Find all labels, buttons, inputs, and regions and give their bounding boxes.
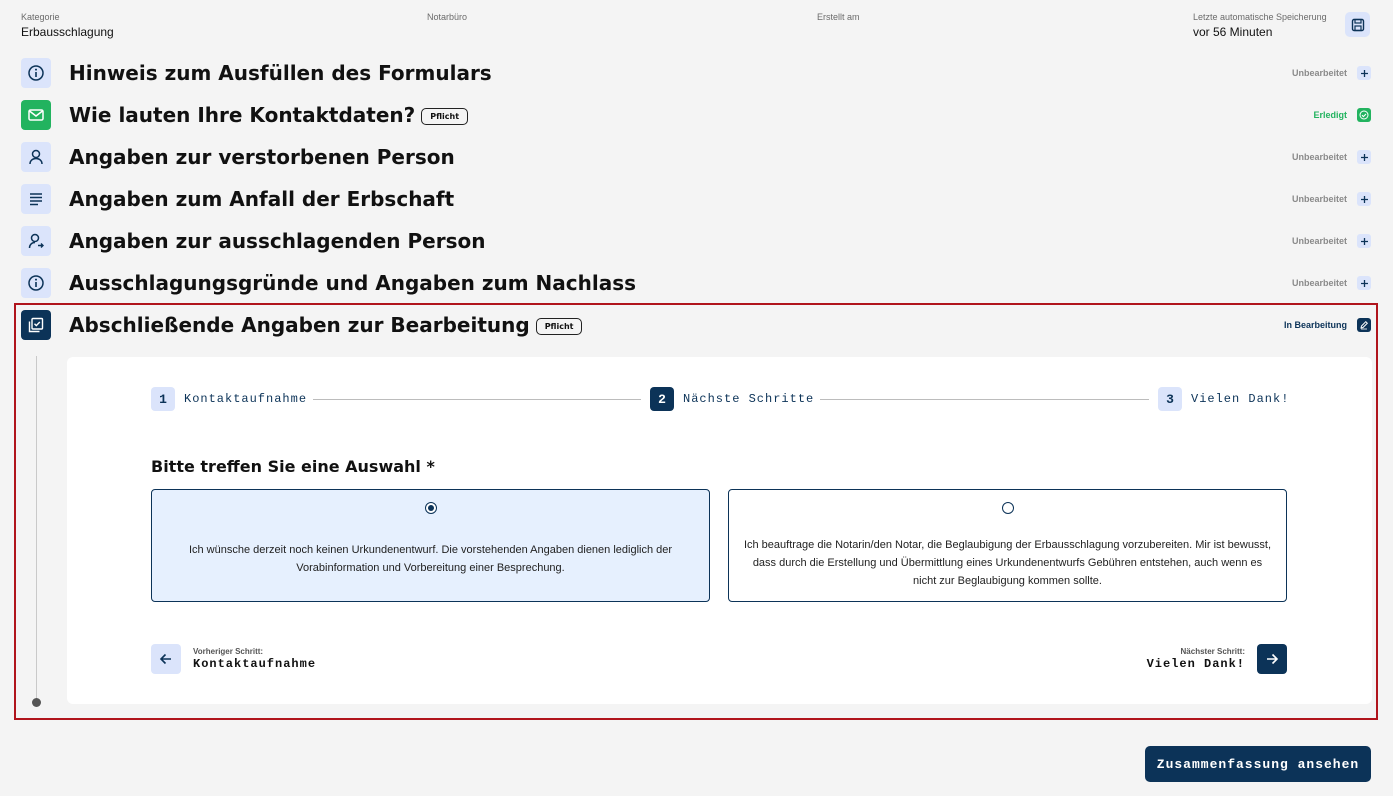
speicherung-label: Letzte automatische Speicherung	[1193, 12, 1327, 22]
option-beglaubigung-beauftragen[interactable]	[728, 489, 1287, 602]
step-label: Kontaktaufnahme	[184, 392, 308, 406]
section-title: Angaben zur ausschlagenden Person	[69, 229, 486, 253]
section-title	[69, 103, 468, 127]
section-hinweis[interactable]	[21, 58, 1371, 88]
previous-step-label: Kontaktaufnahme	[193, 657, 317, 671]
step-kontaktaufnahme[interactable]	[151, 387, 307, 411]
section-title-text: Abschließende Angaben zur Bearbeitung	[69, 313, 530, 337]
option-text: Ich beauftrage die Notarin/den Notar, die Beglaubigung der Erbausschlagung vorzubereiten. Mir ist bewusst, dass durch die Erstellung und Übermittlung eines Urkundenentwurfs Gebühren entstehen, auch wenn es nicht zur Beglaubigung kommen sollte.	[743, 539, 1272, 587]
save-icon	[1351, 18, 1365, 32]
section-abschliessende-angaben[interactable]	[21, 310, 1371, 340]
step-label: Vielen Dank!	[1191, 392, 1290, 406]
question-heading: Bitte treffen Sie eine Auswahl *	[151, 457, 435, 476]
mail-icon	[21, 100, 51, 130]
section-title: Ausschlagungsgründe und Angaben zum Nachlass	[69, 271, 637, 295]
info-icon	[21, 58, 51, 88]
section-verstorbene-person[interactable]	[21, 142, 1371, 172]
edit-icon[interactable]	[1357, 318, 1371, 332]
next-step-button[interactable]	[1257, 644, 1287, 674]
step-naechste-schritte[interactable]	[650, 387, 814, 411]
step-number: 1	[151, 387, 175, 411]
notarbuero-label: Notarbüro	[427, 12, 468, 22]
step-vielen-dank[interactable]	[1158, 387, 1289, 411]
kategorie-label: Kategorie	[21, 12, 60, 22]
section-status: Unbearbeitet	[1291, 278, 1347, 288]
section-title-text: Wie lauten Ihre Kontaktdaten?	[69, 103, 416, 127]
plus-icon[interactable]	[1357, 276, 1371, 290]
person-icon	[21, 142, 51, 172]
section-status: Unbearbeitet	[1291, 152, 1347, 162]
previous-step[interactable]	[151, 644, 316, 674]
timeline-dot	[32, 698, 41, 707]
save-button[interactable]	[1345, 12, 1370, 37]
step-connector	[820, 399, 1149, 400]
kategorie-value: Erbausschlagung	[21, 25, 114, 39]
pflicht-badge: Pflicht	[536, 318, 583, 335]
arrow-left-icon	[159, 652, 173, 666]
person-arrow-icon	[21, 226, 51, 256]
step-number: 2	[650, 387, 674, 411]
text-lines-icon	[21, 184, 51, 214]
section-status: Unbearbeitet	[1291, 194, 1347, 204]
section-ausschlagungsgruende[interactable]	[21, 268, 1371, 298]
arrow-right-icon	[1265, 652, 1279, 666]
speicherung-value: vor 56 Minuten	[1193, 25, 1273, 39]
erstellt-label: Erstellt am	[817, 12, 860, 22]
section-ausschlagende-person[interactable]	[21, 226, 1371, 256]
meta-speicherung	[1193, 12, 1327, 39]
next-step-label: Vielen Dank!	[1146, 657, 1245, 671]
summary-button[interactable]: Zusammenfassung ansehen	[1145, 746, 1371, 782]
section-status: In Bearbeitung	[1283, 320, 1347, 330]
meta-notarbuero	[427, 12, 467, 22]
previous-step-text	[193, 647, 316, 671]
step-connector	[313, 399, 641, 400]
info-icon	[21, 268, 51, 298]
section-status: Erledigt	[1313, 110, 1347, 120]
step-label: Nächste Schritte	[683, 392, 815, 406]
previous-step-caption: Vorheriger Schritt:	[193, 647, 264, 656]
section-title: Angaben zum Anfall der Erbschaft	[69, 187, 455, 211]
plus-icon[interactable]	[1357, 192, 1371, 206]
next-step-caption: Nächster Schritt:	[1180, 647, 1245, 656]
meta-kategorie	[21, 12, 114, 39]
section-anfall-erbschaft[interactable]	[21, 184, 1371, 214]
step-number: 3	[1158, 387, 1182, 411]
next-step[interactable]	[1147, 644, 1287, 674]
check-icon	[1357, 108, 1371, 122]
timeline-line	[36, 356, 37, 702]
radio-button[interactable]	[425, 502, 437, 514]
section-status: Unbearbeitet	[1291, 68, 1347, 78]
option-text: Ich wünsche derzeit noch keinen Urkundenentwurf. Die vorstehenden Angaben dienen lediglich der Vorabinformation und Vorbereitung einer Besprechung.	[188, 544, 673, 574]
plus-icon[interactable]	[1357, 234, 1371, 248]
pflicht-badge: Pflicht	[421, 108, 468, 125]
section-status: Unbearbeitet	[1291, 236, 1347, 246]
next-step-text	[1147, 647, 1245, 671]
radio-button[interactable]	[1002, 502, 1014, 514]
previous-step-button[interactable]	[151, 644, 181, 674]
form-card	[67, 357, 1372, 704]
section-title: Angaben zur verstorbenen Person	[69, 145, 455, 169]
section-title: Hinweis zum Ausfüllen des Formulars	[69, 61, 492, 85]
meta-erstellt	[817, 12, 860, 22]
checklist-icon	[21, 310, 51, 340]
option-kein-urkundenentwurf[interactable]	[151, 489, 710, 602]
section-kontaktdaten[interactable]	[21, 100, 1371, 130]
plus-icon[interactable]	[1357, 150, 1371, 164]
plus-icon[interactable]	[1357, 66, 1371, 80]
section-title	[69, 313, 582, 337]
